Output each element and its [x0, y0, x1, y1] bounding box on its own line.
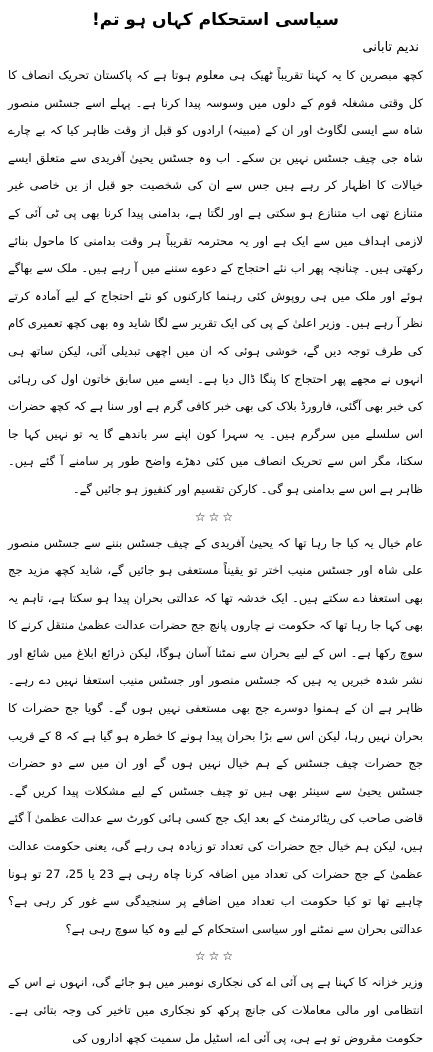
article-author: ندیم تابانی [362, 40, 419, 55]
section-separator-1: ☆☆☆ [194, 509, 237, 524]
article-paragraph-3: وزیر خزانہ کا کہنا ہے پی آئی اے کی نجکاری نومبر میں ہو جائے گی، انہوں نے اس کے انتظامی اور مالی معاملات کی جانچ پرکھ کو نجکاری میں تاخیر کی وجہ بتائی ہے۔ حکومت مقروض تو ہے ہی، پی آئی اے، اسٹیل مل سمیت کچھ اداروں کی [8, 975, 423, 1045]
article-paragraph-2: عام خیال یہ کیا جا رہا تھا کہ یحییٰ آفریدی کے چیف جسٹس بننے سے جسٹس منصور علی شاہ اور جسٹس منیب اختر تو یقیناً مستعفی ہو جائیں گے، شاید کچھ مزید جج بھی استعفا دے سکتے ہیں۔ ایک خدشہ تھا کہ عدالتی بحران پیدا ہو سکتا ہے، تاہم یہ بھی کہا جا رہا تھا کہ حکومت نے چاروں پانچ جج حضرات عدالت عظمیٰ منتقل کرنے کا سوچ رکھا ہے۔ اس کے لیے بحران سے نمٹنا آسان ہوگا، لیکن ذرائع ابلاغ میں شائع اور نشر شدہ خبریں یہ ہیں کہ جسٹس منصور اور جسٹس منیب استعفا نہیں دے رہے۔ ظاہر ہے ان کے ہمنوا دوسرے جج بھی مستعفی نہیں ہوں گے۔ گویا جج حضرات کا بحران نہیں رہا، لیکن اس سے بڑا بحران پیدا ہونے کا خطرہ ہو گیا ہے کہ 8 کے قریب جج حضرات چیف جسٹس کے ہم خیال نہیں ہوں گے اور ان میں سے دو حضرات جسٹس یحییٰ سے سینئر بھی ہیں تو چیف جسٹس کے لیے مشکلات پیدا کریں گے۔ قاضی صاحب کی ریٹائرمنٹ کے بعد ایک جج کسی ہائی کورٹ سے عدالت عظمیٰ آ گئے ہیں، لیکن ہم خیال جج حضرات کی تعداد تو زیادہ ہی رہے گی، یعنی حکومت عدالت عظمیٰ کے جج حضرات کی تعداد میں اضافہ کرنا چاہ رہی ہے 23 یا 25، 27 تو ہونا چاہیے تھا تو کیا حکومت اب تعداد میں اضافے پر سنجیدگی سے غور کر رہی ہے؟ عدالتی بحران سے نمٹنے اور سیاسی استحکام کے لیے وہ کیا سوچ رہی ہے؟ [8, 535, 423, 936]
section-separator-2: ☆☆☆ [194, 949, 237, 964]
article-title: سیاسی استحکام کہاں ہو تم! [92, 10, 339, 30]
article-paragraph-1: کچھ مبصرین کا یہ کہنا تقریباً ٹھیک ہی معلوم ہوتا ہے کہ پاکستان تحریک انصاف کا کل وقتی مشغلہ قوم کے دلوں میں وسوسہ پیدا کرنا ہے۔ پہلے اسے جسٹس منصور شاہ سے ایسی لگاوٹ اور ان کے (مبینہ) ارادوں کو قبل از وقت ظاہر کیا کہ بے چارے شاہ جی چیف جسٹس نہیں بن سکے۔ اب وہ جسٹس یحییٰ آفریدی سے متعلق ایسے خیالات کا اظہار کر رہے ہیں جس سے ان کی شخصیت جو قبل از یں خاصی غیر متنازع تھی اب متنازع ہو سکتی ہے اور لگتا ہے، بدامنی پیدا کرنا بھی پی ٹی آئی کے لازمی اہداف میں سے ایک ہے اور یہ محترمہ تقریباً ہر وقت بدامنی کا ماحول بنائے رکھتی ہیں۔ چنانچہ پھر اب نئے احتجاج کے دعوے سننے میں آ رہے ہیں۔ ملک سے بھاگے ہوئے اور ملک میں ہی روپوش کئی رہنما کارکنوں کو نئے احتجاج کے لیے آمادہ کرتے نظر آ رہے ہیں۔ وزیر اعلیٰ کے پی کی ایک تقریر سے لگا شاید وہ بھی کچھ تعمیری کام کی طرف توجہ دیں گے، خوشی ہوئی کہ ان میں اچھی تبدیلی آئی، لیکن ساتھ ہی انہوں نے مجھے پھر احتجاج کا پنگا ڈال دیا ہے۔ ایسے میں سابق خاتون اول کی رہائی کی خبر بھی آگئی، فارورڈ بلاک کی بھی خبر کافی گرم ہے اور سنا ہے کہ کچھ حضرات اس سلسلے میں سرگرم ہیں۔ یہ سہرا کون اپنے سر باندھے گا یہ تو نہیں کہا جا سکتا، مگر اس سے تحریک انصاف میں کئی دھڑے واضح طور پر سامنے آ گئے ہیں۔ ظاہر ہے اس سے بدامنی ہو گی۔ کارکن تقسیم اور کنفیوز ہو جائیں گے۔ [8, 68, 423, 496]
